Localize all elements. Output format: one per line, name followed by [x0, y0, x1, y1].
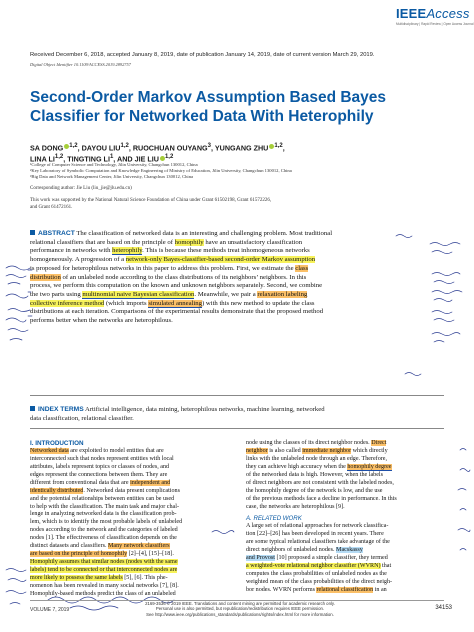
- section-marker-icon: [30, 406, 35, 411]
- highlight: and Provost: [246, 555, 275, 562]
- highlight: identically distributed: [30, 487, 84, 494]
- highlight: relaxation labeling: [257, 291, 308, 299]
- author-list: SA DONG $^{1,2}$, DAYOU LIU$^{1,2}$, RUOCHUAN OUYANG$^3$, YUNGANG ZHU $^{1,2}$, LINA LI$^{1,2}$, TINGTING $LI^1$, AND JIE LIU $^{1,2}$: [30, 143, 285, 164]
- highlight: labels) tend to be connected or that interconnected nodes are: [30, 567, 178, 573]
- journal-tagline: Multidisciplinary | Rapid Review | Open Access Journal: [396, 22, 474, 26]
- funding-note: This work was supported by the National Natural Science Foundation of China under Grant 61502198, Grant 61572226, and Grant 61472161.: [30, 198, 272, 210]
- highlight: simulated annealing: [148, 299, 202, 307]
- highlight: Macskassy: [336, 547, 363, 554]
- highlight: network-only Bayes-classifier-based second-order Markov assumption: [125, 256, 316, 264]
- highlight: class: [295, 264, 309, 272]
- highlight: heterophily: [112, 247, 143, 255]
- highlight: distribution: [30, 273, 61, 281]
- subsection-heading: A. RELATED WORK: [246, 515, 302, 523]
- page-number: 34153: [435, 605, 452, 611]
- section-marker-icon: [30, 230, 35, 235]
- highlight: more likely to possess the same labels: [30, 574, 123, 581]
- affiliations: [30, 162, 450, 180]
- highlight: immediate neighbor: [302, 447, 352, 454]
- highlight: homophily degree: [347, 463, 392, 470]
- index-terms: INDEX TERMS Artificial intelligence, data mining, heterophilous networks, machine learning, networked data classification, relational classifier.: [30, 406, 325, 422]
- divider: [30, 428, 444, 429]
- highlight: collective inference method: [30, 299, 105, 307]
- highlight: a weighted-vote relational neighbor classifier (WVRN): [246, 563, 381, 570]
- paper-title: [30, 88, 450, 126]
- right-column: node using the classes of its direct neighbor nodes. Direct neighbor is also called immediate neighbor which directly links with the unlabeled node through an edge. Therefore, they can achieve high accuracy when the homophily degree of the networked data is high. However, when the labels of direct neighbors are not consistent with the labeled nodes, the homophily degree of the network is low, and the use of the previous methods face a decline in performance. In this case, the networks are heterophilous [9]. A. RELATED WORK A large set of relational approaches for network classifica- tion [22]–[26] has been developed in recent years. There are some typical relational classifiers take advantage of the direct neighbors of unlabeled nodes. Macskassy and Provost [10] proposed a simple classifier, they termed a weighted-vote relational neighbor classifier (WVRN) that computes the class probabilities of unlabeled nodes as the weighted mean of the class probabilities of the direct neigh- bor nodes. WVRN performs relational classification in an: [246, 440, 452, 595]
- volume-label: VOLUME 7, 2019: [30, 607, 70, 613]
- highlight: Many network classifiers: [108, 543, 170, 550]
- section-heading: I. INTRODUCTION: [30, 440, 84, 447]
- abstract: ABSTRACT The classification of networked data is an interesting and challenging problem. Most traditional relational classifiers that are based on the principle of homophily have an unsatisfactory classification performance in networks with heterophily. This is because these methods treat inhomogeneous networks homogeneously. A progression of a network-only Bayes-classifier-based second-order Markov assumption is proposed for heterophilous networks in this paper to address this problem. First, we estimate the class distribution of an unlabeled node according to the class distributions of its neighbors’ neighbors. In this process, we perform this computation on the known and unknown neighbors separately. Second, we combine the two parts using multinomial naive Bayesian classification. Meanwhile, we pair a relaxation labeling collective inference method (which imports simulated annealing) with this new method to update the class distributions at each iteration. Comparisons of the experimental results demonstrate that the proposed method performs better when the networks are heterophilous.: [30, 230, 333, 325]
- title-line: Second-Order Markov Assumption Based Bayes: [30, 89, 387, 106]
- title-line: Classifier for Networked Data With Heterophily: [30, 108, 374, 125]
- left-column: I. INTRODUCTION Networked data are exploited to model entities that are interconnected such that nodes represent entities with local attributes, labels represent topics or classes of nodes, and edges represent the connections between them. They are different from conventional data that are independent and identically distributed. Networked data present complications and the potential relationships between entities can be used to help with the classification. The main task and major chal- lenge in analyzing networked data is the classification prob- lem, which is to identify the most probable labels of unlabeled nodes according to the network and the categories of labeled nodes [1]. The effectiveness of classification depends on the distinct datasets and classifiers. Many network classifiers are based on the principle of homophily [2]–[4], [15]–[18]. Homophily assumes that similar nodes (nodes with the same labels) tend to be connected or that interconnected nodes are more likely to possess the same labels [5], [6]. This phe- nomenon has been revealed in many social networks [7], [8]. Homophily-based methods predict the class of an unlabeled: [30, 440, 236, 599]
- journal-logo: [396, 6, 474, 26]
- journal-brand: IEEEAccess: [396, 6, 470, 21]
- highlight: Networked data: [30, 447, 69, 454]
- highlight: independent and: [130, 479, 171, 486]
- highlight: multinomial naive Bayesian classification: [82, 291, 195, 299]
- highlight: neighbor: [246, 447, 268, 454]
- highlight: Homophily assumes that similar nodes (nodes with the same: [30, 559, 178, 566]
- index-terms-label: INDEX TERMS: [38, 406, 84, 413]
- highlight: Direct: [371, 440, 387, 446]
- affiliation: ³Big Data and Network Management Center, Jilin University, Changchun 130012, China: [30, 173, 194, 179]
- corresponding-author: Corresponding author: Jie Liu (liu_jie@jlu.edu.cn): [30, 186, 132, 191]
- doi: Digital Object Identifier 10.1109/ACCESS.2019.2892757: [30, 62, 131, 67]
- highlight: homophily: [174, 238, 204, 246]
- affiliation: ¹College of Computer Science and Technology, Jilin University, Changchun 130012, China: [30, 162, 198, 167]
- publication-dates: Received December 6, 2018, accepted January 8, 2019, date of publication January 14, 2019, date of current version March 29, 2019.: [30, 52, 375, 58]
- divider: [30, 395, 444, 396]
- affiliation: ²Key Laboratory of Symbolic Computation and Knowledge Engineering of Ministry of Education, Jilin University, Changchun 130012, China: [30, 167, 292, 173]
- highlight: are based on the principle of homophily: [30, 551, 128, 558]
- highlight: relational classification: [316, 586, 374, 593]
- abstract-label: ABSTRACT: [38, 230, 75, 237]
- license-notice: 2169-3536 © 2019 IEEE. Translations and content mining are permitted for academic research only. Personal use is also permitted, but republication/redistribution requires IEEE permission. See http://www.ieee.org/publications_standards/publications/rights/index.html for more information.: [145, 601, 335, 617]
